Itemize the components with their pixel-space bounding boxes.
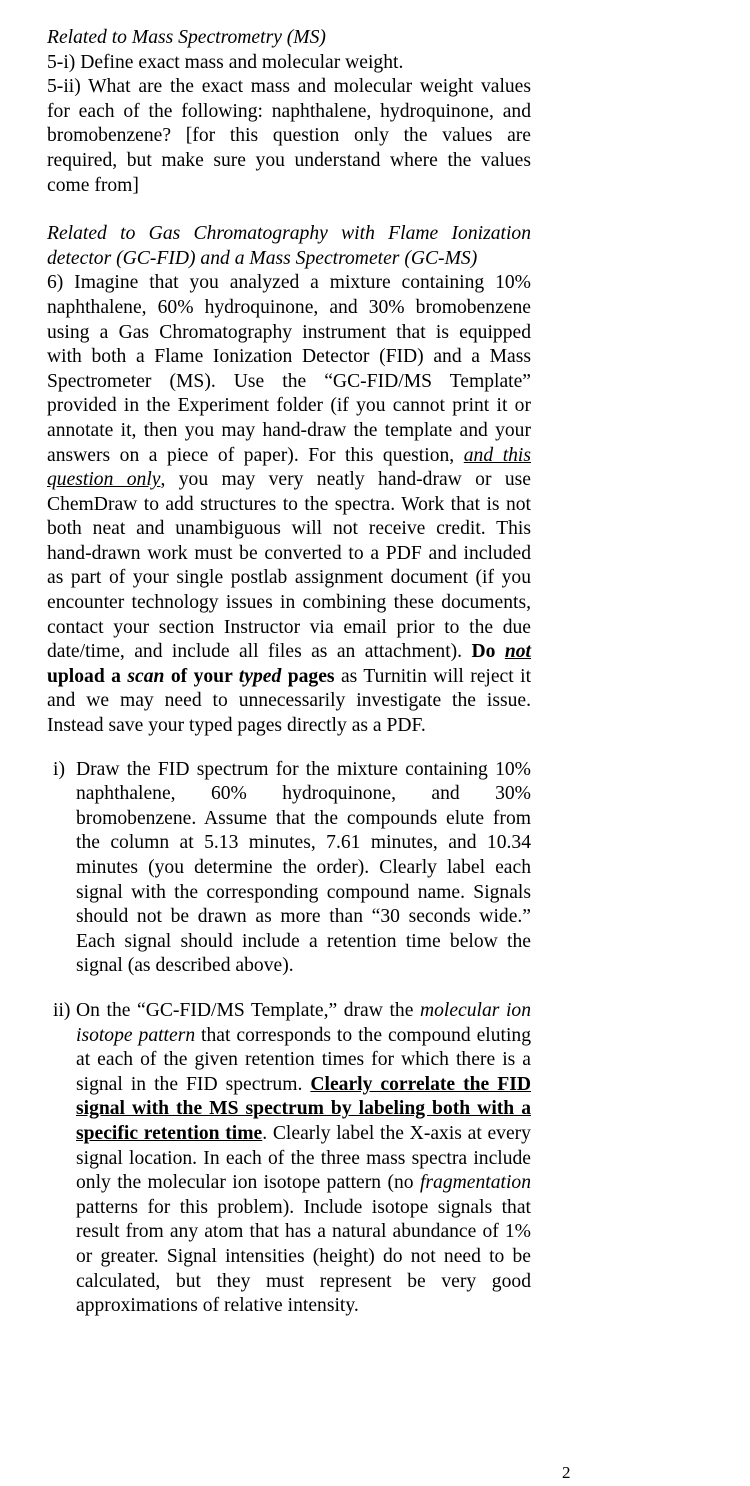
subitem-ii-text-4: patterns for this problem). Include isotope signals that result from any atom that has a natural abundance of 1% or greater. Signal intensities (height) do not need to be calculated, but they must represent be very good approximations of relative intensity. (76, 1196, 531, 1317)
q6-bold-scan: scan (127, 665, 165, 687)
subitem-ii-text (76, 999, 531, 1319)
subitem-i-text: Draw the FID spectrum for the mixture containing 10% naphthalene, 60% hydroquinone, and 30% bromobenzene. Assume that the compounds elute from the column at 5.13 minutes, 7.61 minutes, and 10.34 minutes (you determine the order). Clearly label each signal with the corresponding compound name. Signals should not be drawn as more than “30 seconds wide.” Each signal should include a retention time below the signal (as described above). (76, 758, 531, 977)
q6-bold-pages: pages (281, 665, 335, 687)
q6-bold-not: not (504, 641, 531, 663)
q6-bold-of-your: of your (164, 665, 239, 687)
q6-bold-do: Do (471, 641, 505, 663)
page-content (47, 26, 531, 1339)
question-5ii: 5-ii) What are the exact mass and molecular weight values for each of the following: naphthalene, hydroquinone, and bromobenzene? [for this question only the values are required, but make sure you understand where the values come from] (47, 76, 531, 196)
subitem-ii-italic-2: fragmentation (419, 1172, 531, 1194)
subitem-i (47, 758, 531, 979)
subitem-ii-text-2: that corresponds to the compound eluting at each of the given retention times for which there is a signal in the FID spectrum. (76, 1024, 531, 1095)
q6-text-part1: 6) Imagine that you analyzed a mixture containing 10% naphthalene, 60% hydroquinone, and 30% bromobenzene using a Gas Chromatography instrument that is equipped with both a Flame Ionization Detector (FID) and a Mass Spectrometer (MS). Use the “GC-FID/MS Template” provided in the Experiment folder (if you cannot print it or annotate it, then you may hand-draw the template and your answers on a piece of paper). For this question, (47, 272, 531, 466)
q6-text-part3: as Turnitin will reject it and we may need to unnecessarily investigate the issue. Instead save your typed pages directly as a PDF. (47, 665, 532, 737)
section-spacer (47, 198, 531, 222)
subitem-ii (47, 999, 531, 1319)
page-number: 2 (562, 1463, 571, 1482)
subitem-ii-text-3: . Clearly label the X-axis at every signal location. In each of the three mass spectra include only the molecular ion isotope pattern (no (76, 1122, 531, 1194)
q6-emphasis: and this question only (47, 444, 531, 491)
q6-text-part2: , you may very neatly hand-draw or use ChemDraw to add structures to the spectra. Work that is not both neat and unambiguous will not receive credit. This hand-drawn work must be converted to a PDF and included as part of your single postlab assignment document (if you encounter technology issues in combining these documents, contact your section Instructor via email prior to the due date/time, and include all files as an attachment). (47, 469, 531, 663)
question-6 (47, 271, 531, 738)
question-5i: 5-i) Define exact mass and molecular weight. (47, 51, 404, 73)
subitem-ii-number: ii) (53, 999, 71, 1021)
gc-section-heading: Related to Gas Chromatography with Flame Ionization detector (GC-FID) and a Mass Spectrometer (GC-MS) (47, 223, 531, 269)
subitem-ii-bold-underlined: Clearly correlate the FID signal with the MS spectrum by labeling both with a specific retention time (76, 1073, 532, 1144)
subitem-ii-italic-1: molecular ion isotope pattern (76, 999, 531, 1046)
q6-bold-typed: typed (238, 665, 282, 687)
q6-bold-upload: upload a (47, 665, 128, 687)
question-6-subitems (47, 758, 531, 1319)
subitem-i-number: i) (53, 758, 65, 780)
ms-section-heading: Related to Mass Spectrometry (MS) (47, 27, 326, 48)
subitem-ii-text-1: On the “GC-FID/MS Template,” draw the (76, 999, 420, 1021)
